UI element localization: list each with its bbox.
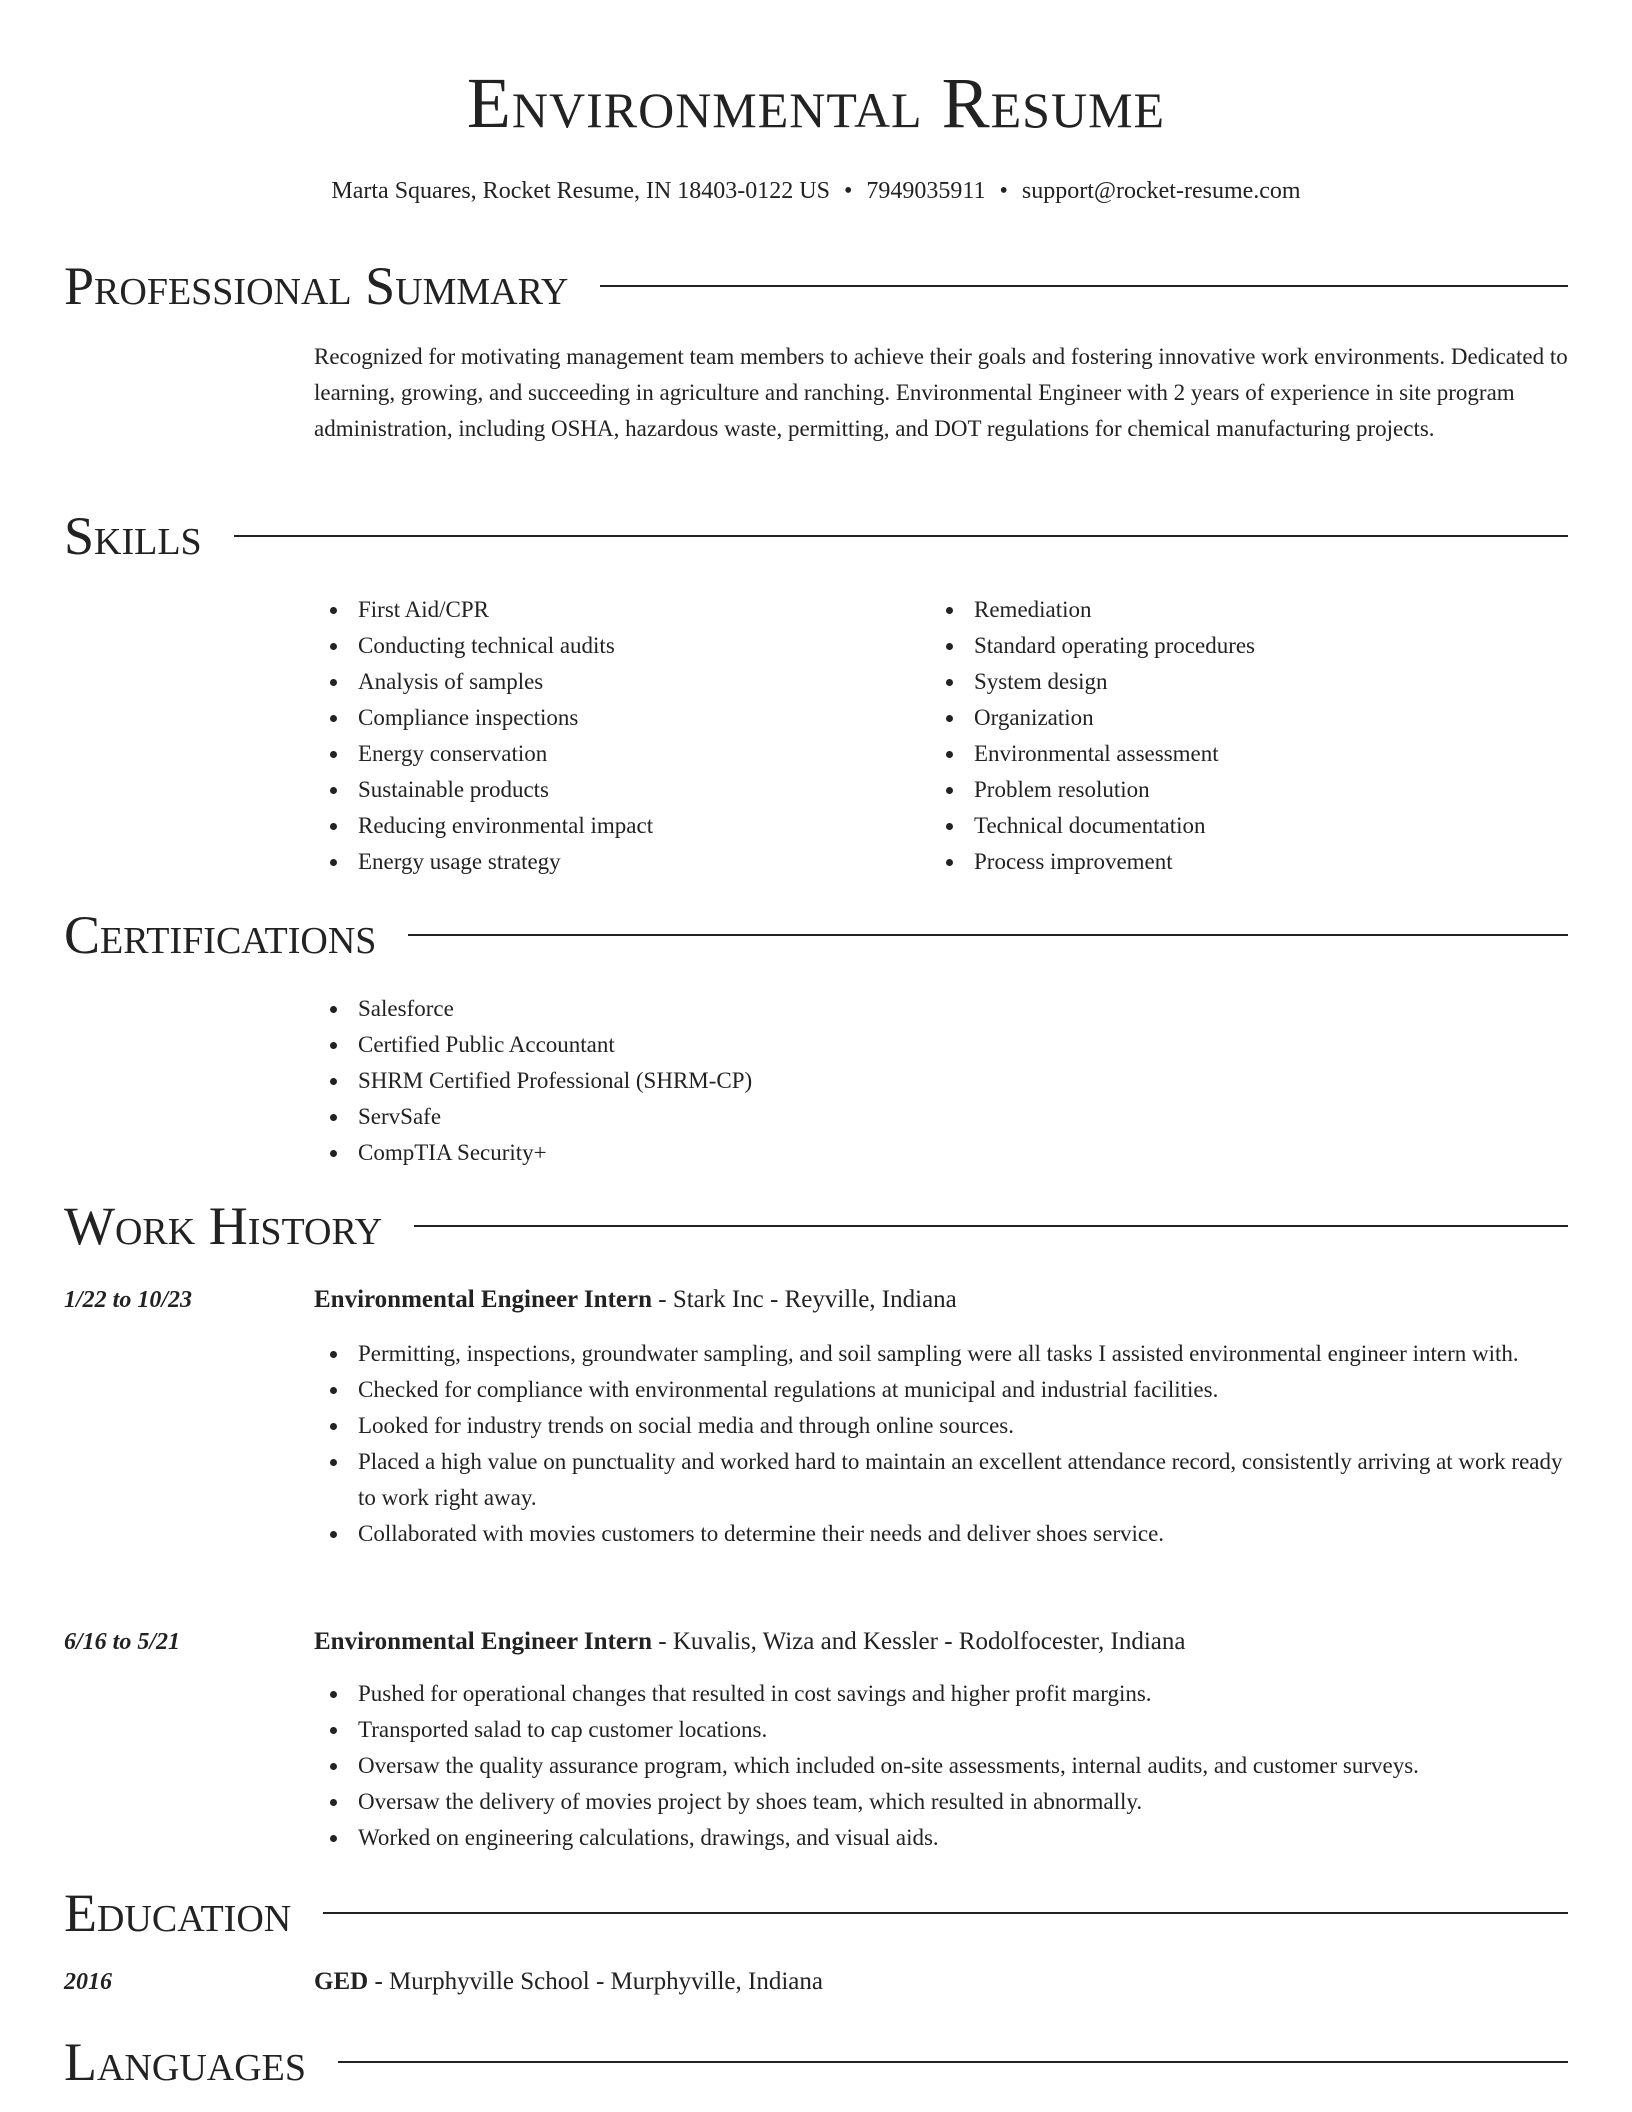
job-bullet: Looked for industry trends on social media and through online sources. <box>314 1408 1568 1444</box>
certification-item: ServSafe <box>314 1099 1214 1135</box>
skill-item: Conducting technical audits <box>314 628 914 664</box>
contact-separator: • <box>843 178 853 204</box>
section-certifications-header <box>64 905 1568 965</box>
section-title: Skills <box>64 506 202 566</box>
job-bullet: Transported salad to cap customer locations. <box>314 1712 1568 1748</box>
skill-item: First Aid/CPR <box>314 592 914 628</box>
job-bullets <box>314 1336 1568 1552</box>
skill-item: Sustainable products <box>314 772 914 808</box>
section-divider <box>600 285 1568 287</box>
section-title: Education <box>64 1883 292 1943</box>
job-dates: 1/22 to 10/23 <box>64 1287 193 1313</box>
section-education-header <box>64 1883 1568 1943</box>
job-employer: - Kuvalis, Wiza and Kessler - Rodolfocester, Indiana <box>652 1628 1186 1655</box>
skill-item: Remediation <box>930 592 1530 628</box>
summary-text: Recognized for motivating management team members to achieve their goals and fostering innovative work environments. Dedicated to learning, growing, and succeeding in agriculture and ranching. Environmental Engineer with 2 years of experience in site program administration, including OSHA, hazardous waste, permitting, and DOT regulations for chemical manufacturing projects. <box>314 344 1568 441</box>
skill-item: Analysis of samples <box>314 664 914 700</box>
skills-list-right <box>930 592 1530 880</box>
job-bullet: Placed a high value on punctuality and worked hard to maintain an excellent attendance record, consistently arriving at work ready to work right away. <box>314 1444 1568 1516</box>
education-heading <box>314 1966 823 1998</box>
job-employer: - Stark Inc - Reyville, Indiana <box>652 1286 957 1313</box>
certification-item: SHRM Certified Professional (SHRM-CP) <box>314 1063 1214 1099</box>
section-languages-header <box>64 2032 1568 2092</box>
section-title: Professional Summary <box>64 256 569 316</box>
skill-item: Compliance inspections <box>314 700 914 736</box>
section-work-header <box>64 1196 1568 1256</box>
skills-list-left <box>314 592 914 880</box>
contact-separator: • <box>999 178 1008 204</box>
contact-line <box>0 176 1632 206</box>
certifications-list <box>314 991 1214 1171</box>
job-bullet: Checked for compliance with environmental regulations at municipal and industrial facilities. <box>314 1372 1568 1408</box>
job-title: Environmental Engineer Intern <box>314 1286 652 1313</box>
job-heading <box>314 1626 1185 1658</box>
skill-item: Standard operating procedures <box>930 628 1530 664</box>
contact-email: support@rocket-resume.com <box>1021 178 1301 204</box>
job-bullet: Pushed for operational changes that resulted in cost savings and higher profit margins. <box>314 1676 1568 1712</box>
skill-item: Energy usage strategy <box>314 844 914 880</box>
certification-item: Certified Public Accountant <box>314 1027 1214 1063</box>
education-year: 2016 <box>64 1969 112 1995</box>
section-skills-header <box>64 506 1568 566</box>
job-bullet: Oversaw the quality assurance program, which included on-site assessments, internal audits, and customer surveys. <box>314 1748 1568 1784</box>
education-degree: GED <box>314 1968 369 1995</box>
job-title: Environmental Engineer Intern <box>314 1628 652 1655</box>
section-divider <box>323 1912 1568 1914</box>
job-bullet: Worked on engineering calculations, drawings, and visual aids. <box>314 1820 1568 1856</box>
certification-item: CompTIA Security+ <box>314 1135 1214 1171</box>
job-bullet: Permitting, inspections, groundwater sampling, and soil sampling were all tasks I assisted environmental engineer intern with. <box>314 1336 1568 1372</box>
skill-item: Technical documentation <box>930 808 1530 844</box>
education-school: - Murphyville School - Murphyville, Indiana <box>368 1968 823 1995</box>
page-title: Environmental Resume <box>466 63 1166 143</box>
section-divider <box>338 2061 1568 2063</box>
section-divider <box>234 535 1568 537</box>
job-bullet: Collaborated with movies customers to determine their needs and deliver shoes service. <box>314 1516 1568 1552</box>
skill-item: Organization <box>930 700 1530 736</box>
contact-address: Marta Squares, Rocket Resume, IN 18403-0122 US <box>331 178 830 204</box>
contact-phone: 7949035911 <box>866 178 986 204</box>
job-bullets <box>314 1676 1568 1856</box>
section-summary-header <box>64 256 1568 316</box>
section-title: Certifications <box>64 905 377 965</box>
job-bullet: Oversaw the delivery of movies project by shoes team, which resulted in abnormally. <box>314 1784 1568 1820</box>
skill-item: Environmental assessment <box>930 736 1530 772</box>
skill-item: Problem resolution <box>930 772 1530 808</box>
skill-item: Process improvement <box>930 844 1530 880</box>
skill-item: System design <box>930 664 1530 700</box>
job-dates: 6/16 to 5/21 <box>64 1629 181 1655</box>
section-title: Work History <box>64 1196 383 1256</box>
section-divider <box>414 1225 1568 1227</box>
skill-item: Energy conservation <box>314 736 914 772</box>
skill-item: Reducing environmental impact <box>314 808 914 844</box>
section-title: Languages <box>64 2032 306 2092</box>
section-divider <box>408 934 1568 936</box>
job-heading <box>314 1284 957 1316</box>
certification-item: Salesforce <box>314 991 1214 1027</box>
